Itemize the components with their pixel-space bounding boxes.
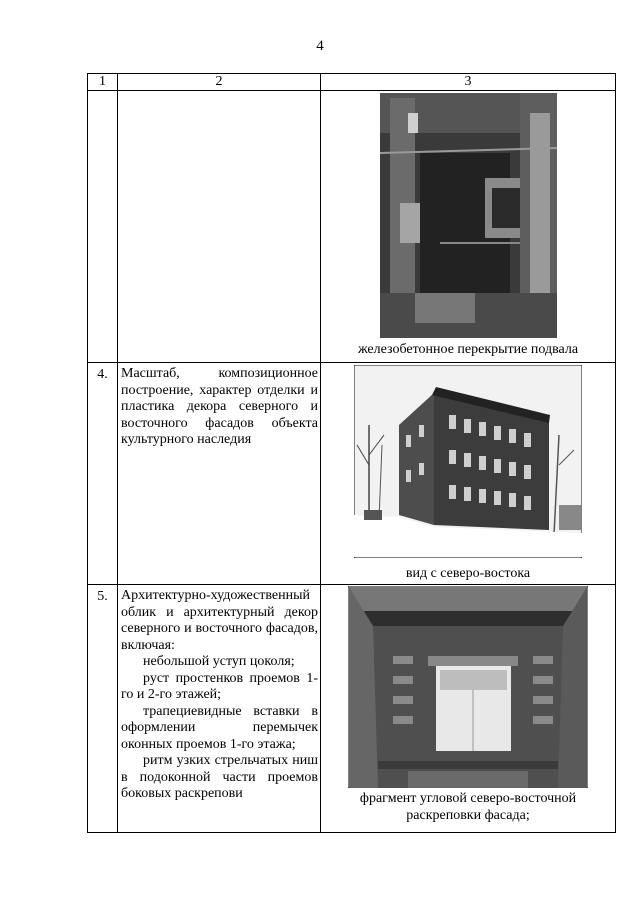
row-image-cell (321, 363, 616, 585)
page-number: 4 (316, 38, 324, 54)
list-item: руст простенков проемов 1-го и 2-го этажей; (121, 670, 318, 702)
row-description-text: Масштаб, композиционное построение, характер отделки и пластика декора северного и восточного фасадов объекта культурного наследия (121, 366, 318, 447)
row-image-cell (321, 91, 616, 363)
table-row-5 (88, 585, 616, 833)
row-number-cell: 5. (88, 585, 118, 833)
row-description-cell (118, 585, 321, 833)
heritage-table (87, 73, 616, 833)
list-item: ритм узких стрельчатых ниш в подоконной части проемов боковых раскрепови (121, 753, 318, 801)
row-image-cell (321, 585, 616, 833)
header-col-3: 3 (321, 74, 616, 91)
list-item: трапециевидные вставки в оформлении перемычек оконных проемов 1-го этажа; (121, 703, 318, 752)
row-description-cell (118, 363, 321, 585)
building-northeast-photo (354, 365, 582, 558)
header-col-1: 1 (88, 74, 118, 91)
table-row-continued (88, 91, 616, 363)
table-row-4 (88, 363, 616, 585)
row-description-cell (118, 91, 321, 363)
header-col-2: 2 (118, 74, 321, 91)
table-header-row (88, 74, 616, 91)
facade-corner-photo (348, 586, 588, 788)
photo-caption: железобетонное перекрытие подвала (357, 342, 579, 357)
row-number-cell: 4. (88, 363, 118, 585)
photo-caption-line-2: раскреповки фасада; (406, 807, 530, 823)
row-number-cell (88, 91, 118, 363)
list-item: небольшой уступ цоколя; (143, 654, 295, 669)
photo-caption: вид с северо-востока (405, 566, 531, 581)
row-description-intro: Архитектурно-художественный облик и архитектурный декор северного и восточного фасадов, включая: (121, 588, 318, 653)
photo-caption-line-1: фрагмент угловой северо-восточной (359, 791, 577, 806)
basement-ceiling-photo (380, 93, 557, 338)
